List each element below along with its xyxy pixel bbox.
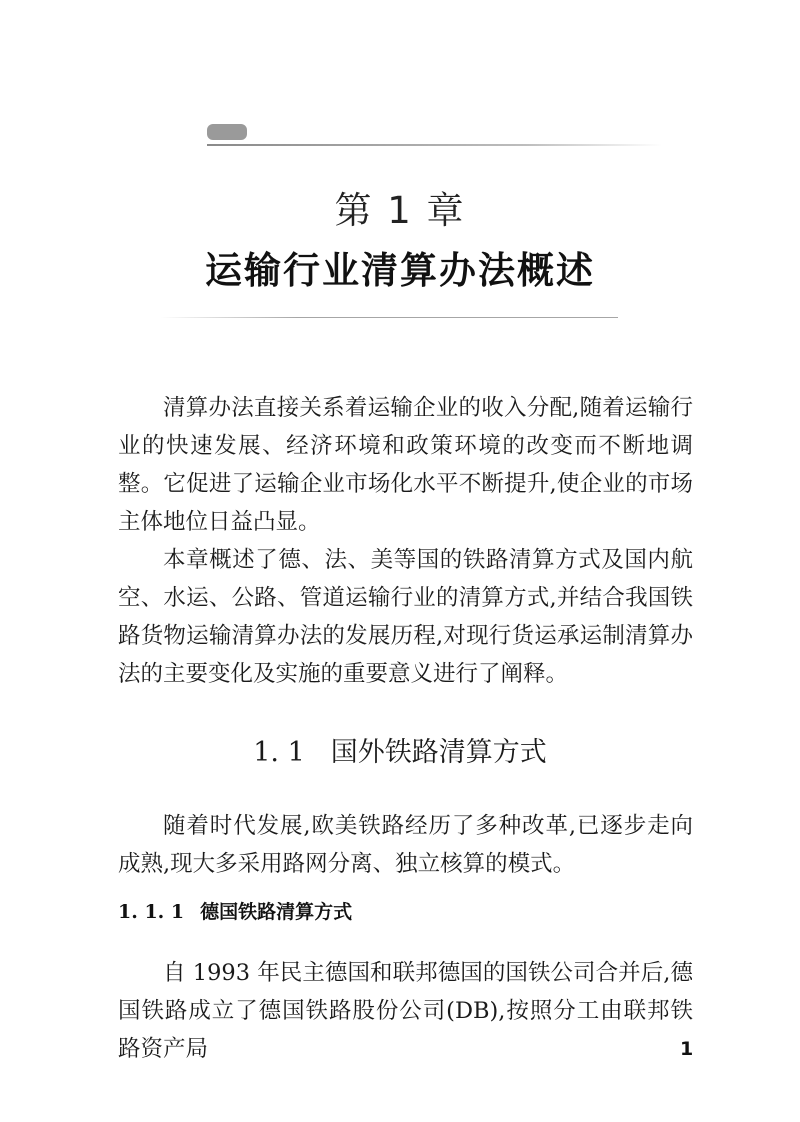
subsection-number: 1. 1. 1 bbox=[118, 901, 185, 923]
subsection-paragraph: 自 1993 年民主德国和联邦德国的国铁公司合并后,德国铁路成立了德国铁路股份公司(DB),按照分工由联邦铁路资产局 bbox=[118, 960, 693, 1062]
subsection-heading bbox=[118, 897, 352, 924]
chapter-number: 第 1 章 bbox=[334, 189, 466, 232]
subsection-title: 德国铁路清算方式 bbox=[200, 901, 353, 923]
chapter-title: 运输行业清算办法概述 bbox=[205, 249, 595, 292]
intro-paragraph-1: 清算办法直接关系着运输企业的收入分配,随着运输行业的快速发展、经济环境和政策环境的改变而不断地调整。它促进了运输企业市场化水平不断提升,使企业的市场主体地位日益凸显。 bbox=[118, 395, 693, 535]
intro-paragraph-2: 本章概述了德、法、美等国的铁路清算方式及国内航空、水运、公路、管道运输行业的清算方式,并结合我国铁路货物运输清算办法的发展历程,对现行货运承运制清算办法的主要变化及实施的重要意义进行了阐释。 bbox=[118, 547, 693, 687]
chapter-header-tab bbox=[207, 124, 247, 140]
page-number: 1 bbox=[680, 1038, 694, 1060]
chapter-title-rule bbox=[160, 317, 618, 318]
section-title: 国外铁路清算方式 bbox=[330, 737, 547, 768]
section-number: 1. 1 bbox=[253, 737, 305, 768]
section-paragraph: 随着时代发展,欧美铁路经历了多种改革,已逐步走向成熟,现大多采用路网分离、独立核算的模式。 bbox=[118, 813, 693, 877]
chapter-header-rule bbox=[207, 144, 662, 146]
section-heading bbox=[0, 730, 800, 769]
